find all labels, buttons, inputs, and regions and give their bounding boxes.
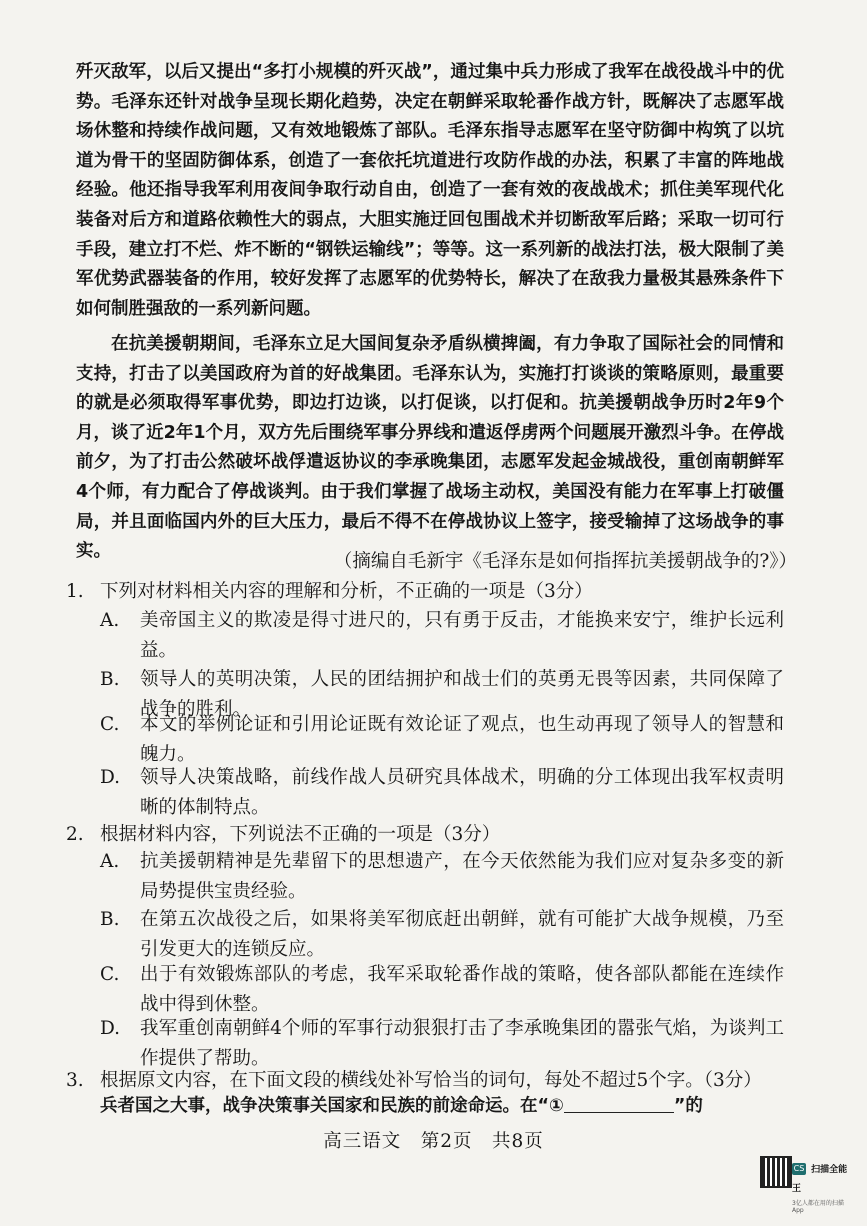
- question-stem: 下列对材料相关内容的理解和分析，不正确的一项是（3分）: [100, 581, 593, 602]
- question-number: 1.: [66, 581, 84, 602]
- scanner-watermark: [792, 1158, 852, 1214]
- option-label: B.: [100, 669, 120, 690]
- question-3-passage-end: ”的: [673, 1096, 703, 1116]
- option-label: B.: [100, 909, 120, 930]
- question-stem: 根据材料内容，下列说法不正确的一项是（3分）: [100, 824, 501, 845]
- option-label: D.: [100, 767, 121, 788]
- question-2-option-a[interactable]: [100, 847, 784, 906]
- question-3-passage: [100, 1092, 790, 1122]
- option-text: 在第五次战役之后，如果将美军彻底赶出朝鲜，就有可能扩大战争规模，乃至引发更大的连锁反应。: [140, 909, 784, 960]
- scanner-label: 扫描全能王: [792, 1165, 848, 1194]
- question-2: [66, 820, 784, 850]
- question-number: 3.: [66, 1070, 84, 1091]
- option-text: 本文的举例论证和引用论证既有效论证了观点，也生动再现了领导人的智慧和魄力。: [140, 714, 784, 765]
- option-label: C.: [100, 714, 120, 735]
- answer-blank-1[interactable]: [564, 1094, 674, 1113]
- scanner-sub-label: 3亿人都在用的扫描App: [792, 1200, 844, 1214]
- passage-paragraph-2: 在抗美援朝期间，毛泽东立足大国间复杂矛盾纵横捭阖，有力争取了国际社会的同情和支持，打击了以美国政府为首的好战集团。毛泽东认为，实施打打谈谈的策略原则，最重要的就是必须取得军事优势，即边打边谈，以打促谈，以打促和。抗美援朝战争历时2年9个月，谈了近2年1个月，双方先后围绕军事分界线和遣返俘虏两个问题展开激烈斗争。在停战前夕，为了打击公然破坏战俘遣返协议的李承晚集团，志愿军发起金城战役，重创南朝鲜军4个师，有力配合了停战谈判。由于我们掌握了战场主动权，美国没有能力在军事上打破僵局，并且面临国内外的巨大压力，最后不得不在停战协议上签字，接受输掉了这场战争的事实。: [76, 334, 784, 562]
- question-1-option-c[interactable]: [100, 710, 784, 769]
- question-stem: 根据原文内容，在下面文段的横线处补写恰当的词句，每处不超过5个字。（3分）: [100, 1070, 762, 1091]
- option-label: D.: [100, 1018, 121, 1039]
- question-2-option-b[interactable]: [100, 905, 784, 964]
- page-footer: 高三语文 第2页 共8页: [323, 1131, 544, 1152]
- option-text: 抗美援朝精神是先辈留下的思想遗产，在今天依然能为我们应对复杂多变的新局势提供宝贵经验。: [140, 851, 784, 902]
- option-text: 领导人决策战略，前线作战人员研究具体战术，明确的分工体现出我军权责明晰的体制特点。: [140, 767, 784, 818]
- question-number: 2.: [66, 824, 84, 845]
- option-label: A.: [100, 851, 120, 872]
- question-1: [66, 577, 784, 607]
- question-3-passage-start: 兵者国之大事，战争决策事关国家和民族的前途命运。在“①: [100, 1096, 564, 1116]
- option-text: 我军重创南朝鲜4个师的军事行动狠狠打击了李承晚集团的嚣张气焰，为谈判工作提供了帮助。: [140, 1018, 784, 1069]
- option-text: 领导人的英明决策，人民的团结拥护和战士们的英勇无畏等因素，共同保障了战争的胜利。: [140, 669, 784, 720]
- option-label: C.: [100, 964, 120, 985]
- question-1-option-a[interactable]: [100, 606, 784, 665]
- question-1-option-d[interactable]: [100, 763, 784, 822]
- question-2-option-c[interactable]: [100, 960, 784, 1019]
- passage-paragraph-1: 歼灭敌军，以后又提出“多打小规模的歼灭战”，通过集中兵力形成了我军在战役战斗中的优势。毛泽东还针对战争呈现长期化趋势，决定在朝鲜采取轮番作战方针，既解决了志愿军战场休整和持续作战问题，又有效地锻炼了部队。毛泽东指导志愿军在坚守防御中构筑了以坑道为骨干的坚固防御体系，创造了一套依托坑道进行攻防作战的办法，积累了丰富的阵地战经验。他还指导我军利用夜间争取行动自由，创造了一套有效的夜战战术；抓住美军现代化装备对后方和道路依赖性大的弱点，大胆实施迂回包围战术并切断敌军后路；采取一切可行手段，建立打不烂、炸不断的“钢铁运输线”；等等。这一系列新的战法打法，极大限制了美军优势武器装备的作用，较好发挥了志愿军的优势特长，解决了在敌我力量极其悬殊条件下如何制胜强敌的一系列新问题。: [76, 62, 784, 319]
- option-text: 出于有效锻炼部队的考虑，我军采取轮番作战的策略，使各部队都能在连续作战中得到休整。: [140, 964, 784, 1015]
- scanner-logo-icon: CS: [793, 1163, 805, 1173]
- qr-code-icon: [760, 1156, 792, 1188]
- passage-source: （摘编自毛新宇《毛泽东是如何指挥抗美援朝战争的?》）: [333, 551, 797, 572]
- option-label: A.: [100, 610, 120, 631]
- option-text: 美帝国主义的欺凌是得寸进尺的，只有勇于反击，才能换来安宁，维护长远利益。: [140, 610, 784, 661]
- question-2-option-d[interactable]: [100, 1014, 784, 1073]
